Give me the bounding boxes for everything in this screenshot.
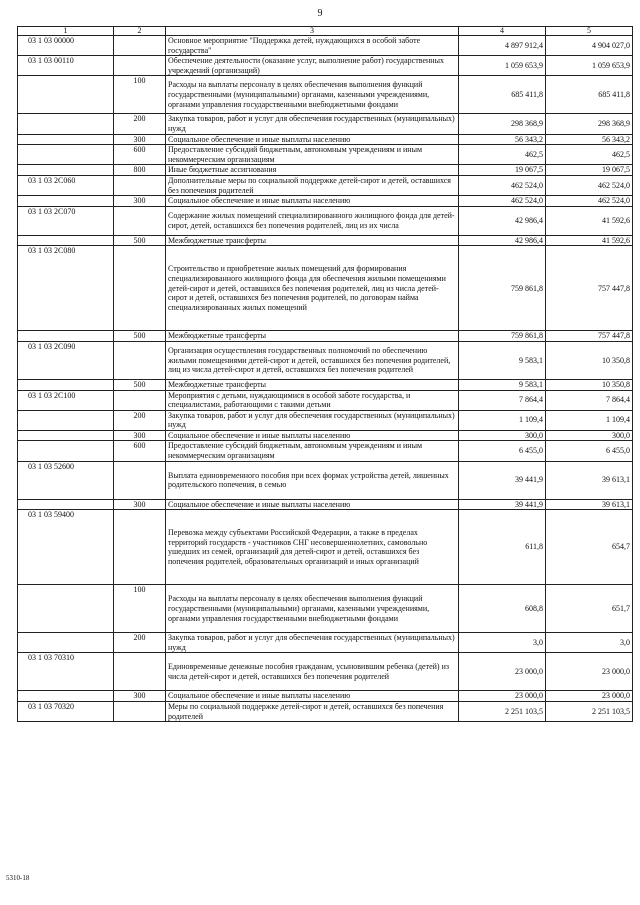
row-value-1: 3,0 [459,633,546,653]
row-name: Предоставление субсидий бюджетным, автономным учреждениям и иным некоммерческим организациям [166,441,459,461]
row-name: Межбюджетные трансферты [166,235,459,246]
row-type [114,653,166,691]
table-row [18,585,633,633]
table-row [18,633,633,653]
row-value-2: 1 109,4 [546,410,633,430]
table-row [18,461,633,499]
row-value-1: 608,8 [459,585,546,633]
budget-table [17,26,633,722]
row-name: Содержание жилых помещений специализированного жилищного фонда для детей-сирот, детей, оставшихся без попечения родителей, лиц из их числа [166,206,459,235]
row-code [18,134,114,145]
row-name: Дополнительные меры по социальной поддержке детей-сирот и детей, оставшихся без попечения родителей [166,175,459,195]
row-type: 200 [114,114,166,134]
row-type [114,56,166,76]
row-code: 03 1 03 00000 [18,36,114,56]
row-code [18,691,114,702]
row-code: 03 1 03 2С100 [18,390,114,410]
row-type: 300 [114,134,166,145]
row-value-1: 42 986,4 [459,235,546,246]
row-name: Строительство и приобретение жилых помещений для формирования специализированного жилищного фонда для обеспечения жилыми помещениями детей-сирот и детей, оставшихся без попечения родителей, лиц из числа детей-сирот и детей, оставшихся без попечения родителей, по договорам найма специализированных жилых помещений [166,246,459,331]
table-row [18,134,633,145]
row-name: Мероприятия с детьми, нуждающимися в особой заботе государства, и специалистами, работающими с такими детьми [166,390,459,410]
table-row [18,76,633,114]
row-value-1: 2 251 103,5 [459,702,546,722]
row-name: Расходы на выплаты персоналу в целях обеспечения выполнения функций государственными (муниципальными) органами, казенными учреждениями, органами управления государственными внебюджетными фондами [166,585,459,633]
row-value-1: 759 861,8 [459,331,546,342]
row-type: 200 [114,633,166,653]
row-value-2: 2 251 103,5 [546,702,633,722]
table-row [18,145,633,165]
row-value-2: 757 447,8 [546,331,633,342]
row-value-2: 41 592,6 [546,206,633,235]
row-value-1: 9 583,1 [459,341,546,379]
row-code: 03 1 03 2С080 [18,246,114,331]
table-row [18,235,633,246]
row-code [18,145,114,165]
row-value-1: 759 861,8 [459,246,546,331]
row-value-1: 298 368,9 [459,114,546,134]
row-type: 300 [114,196,166,207]
row-value-2: 462 524,0 [546,196,633,207]
row-value-2: 41 592,6 [546,235,633,246]
row-name: Социальное обеспечение и иные выплаты населению [166,196,459,207]
row-value-2: 4 904 027,0 [546,36,633,56]
row-name: Социальное обеспечение и иные выплаты населению [166,691,459,702]
row-code [18,165,114,176]
row-value-2: 56 343,2 [546,134,633,145]
row-name: Организация осуществления государственных полномочий по обеспечению жилыми помещениями детей-сирот и детей, оставшихся без попечения родителей, лиц из числа детей-сирот и детей, оставшихся без попечения родителей [166,341,459,379]
row-value-2: 1 059 653,9 [546,56,633,76]
row-type: 300 [114,430,166,441]
row-name: Предоставление субсидий бюджетным, автономным учреждениям и иным некоммерческим организациям [166,145,459,165]
row-value-1: 39 441,9 [459,499,546,510]
table-row [18,410,633,430]
row-value-1: 39 441,9 [459,461,546,499]
row-code: 03 1 03 2С070 [18,206,114,235]
header-cell: 4 [459,27,546,36]
row-value-1: 9 583,1 [459,379,546,390]
table-row [18,331,633,342]
row-type: 500 [114,235,166,246]
row-value-1: 462 524,0 [459,196,546,207]
header-cell: 5 [546,27,633,36]
row-value-1: 56 343,2 [459,134,546,145]
row-code: 03 1 03 00110 [18,56,114,76]
row-type: 600 [114,441,166,461]
row-code [18,410,114,430]
row-value-2: 23 000,0 [546,653,633,691]
row-code [18,379,114,390]
table-row [18,379,633,390]
row-type: 300 [114,499,166,510]
table-row [18,390,633,410]
row-name: Закупка товаров, работ и услуг для обеспечения государственных (муниципальных) нужд [166,633,459,653]
row-type [114,36,166,56]
row-value-1: 300,0 [459,430,546,441]
header-cell: 1 [18,27,114,36]
row-value-2: 19 067,5 [546,165,633,176]
row-type: 500 [114,379,166,390]
row-code: 03 1 03 59400 [18,510,114,585]
row-value-2: 462 524,0 [546,175,633,195]
row-value-2: 10 350,8 [546,341,633,379]
row-code [18,430,114,441]
row-value-2: 298 368,9 [546,114,633,134]
row-code: 03 1 03 2С090 [18,341,114,379]
row-code: 03 1 03 70310 [18,653,114,691]
row-value-2: 654,7 [546,510,633,585]
row-value-1: 611,8 [459,510,546,585]
table-row [18,510,633,585]
row-value-1: 23 000,0 [459,691,546,702]
table-row [18,114,633,134]
row-type: 300 [114,691,166,702]
table-row [18,246,633,331]
table-row [18,430,633,441]
row-value-1: 42 986,4 [459,206,546,235]
row-name: Закупка товаров, работ и услуг для обеспечения государственных (муниципальных) нужд [166,114,459,134]
row-type [114,175,166,195]
table-row [18,165,633,176]
document-code: 5310-18 [6,874,30,882]
row-value-1: 19 067,5 [459,165,546,176]
row-type: 100 [114,585,166,633]
row-value-1: 4 897 912,4 [459,36,546,56]
row-value-2: 39 613,1 [546,499,633,510]
row-code [18,585,114,633]
row-type: 500 [114,331,166,342]
row-code [18,633,114,653]
row-type [114,702,166,722]
row-code [18,114,114,134]
row-name: Единовременные денежные пособия гражданам, усыновившим ребенка (детей) из числа детей-сирот и детей, оставшихся без попечения родителей [166,653,459,691]
row-type [114,341,166,379]
row-name: Основное мероприятие "Поддержка детей, нуждающихся в особой заботе государства" [166,36,459,56]
row-name: Расходы на выплаты персоналу в целях обеспечения выполнения функций государственными (муниципальными) органами, казенными учреждениями, органами управления государственными внебюджетными фондами [166,76,459,114]
row-value-1: 462,5 [459,145,546,165]
row-type [114,390,166,410]
row-value-2: 7 864,4 [546,390,633,410]
row-name: Закупка товаров, работ и услуг для обеспечения государственных (муниципальных) нужд [166,410,459,430]
table-header-row [18,27,633,36]
table-row [18,499,633,510]
row-value-1: 1 059 653,9 [459,56,546,76]
row-type [114,510,166,585]
row-value-1: 6 455,0 [459,441,546,461]
row-name: Социальное обеспечение и иные выплаты населению [166,134,459,145]
table-row [18,691,633,702]
row-value-2: 6 455,0 [546,441,633,461]
row-name: Выплата единовременного пособия при всех формах устройства детей, лишенных родительского попечения, в семью [166,461,459,499]
table-row [18,441,633,461]
page-number: 9 [317,8,323,19]
row-type: 100 [114,76,166,114]
row-value-2: 651,7 [546,585,633,633]
row-type: 600 [114,145,166,165]
table-row [18,206,633,235]
row-value-2: 10 350,8 [546,379,633,390]
row-value-2: 23 000,0 [546,691,633,702]
row-value-1: 462 524,0 [459,175,546,195]
row-value-2: 685 411,8 [546,76,633,114]
row-name: Межбюджетные трансферты [166,331,459,342]
row-code: 03 1 03 70320 [18,702,114,722]
row-value-1: 1 109,4 [459,410,546,430]
table-row [18,56,633,76]
table-row [18,341,633,379]
row-value-2: 39 613,1 [546,461,633,499]
header-cell: 3 [166,27,459,36]
row-code [18,499,114,510]
row-code [18,76,114,114]
row-type [114,461,166,499]
row-code [18,235,114,246]
row-name: Социальное обеспечение и иные выплаты населению [166,499,459,510]
row-code [18,331,114,342]
row-value-2: 300,0 [546,430,633,441]
row-name: Межбюджетные трансферты [166,379,459,390]
row-name: Обеспечение деятельности (оказание услуг, выполнение работ) государственных учреждений (организаций) [166,56,459,76]
row-type [114,206,166,235]
row-type [114,246,166,331]
row-value-2: 3,0 [546,633,633,653]
table-row [18,653,633,691]
row-value-1: 7 864,4 [459,390,546,410]
row-code: 03 1 03 52600 [18,461,114,499]
row-name: Меры по социальной поддержке детей-сирот и детей, оставшихся без попечения родителей [166,702,459,722]
table-row [18,702,633,722]
table-row [18,196,633,207]
header-cell: 2 [114,27,166,36]
row-type: 200 [114,410,166,430]
table-row [18,175,633,195]
row-value-2: 462,5 [546,145,633,165]
row-code [18,441,114,461]
row-name: Социальное обеспечение и иные выплаты населению [166,430,459,441]
row-code [18,196,114,207]
row-name: Перевозка между субъектами Российской Федерации, а также в пределах территорий государств - участников СНГ несовершеннолетних, самовольно ушедших из семей, организаций для детей-сирот и детей, оставшихся без попечения родителей, образовательных организаций и иных организаций [166,510,459,585]
row-value-1: 23 000,0 [459,653,546,691]
row-code: 03 1 03 2С060 [18,175,114,195]
row-name: Иные бюджетные ассигнования [166,165,459,176]
row-value-2: 757 447,8 [546,246,633,331]
row-type: 800 [114,165,166,176]
table-row [18,36,633,56]
row-value-1: 685 411,8 [459,76,546,114]
